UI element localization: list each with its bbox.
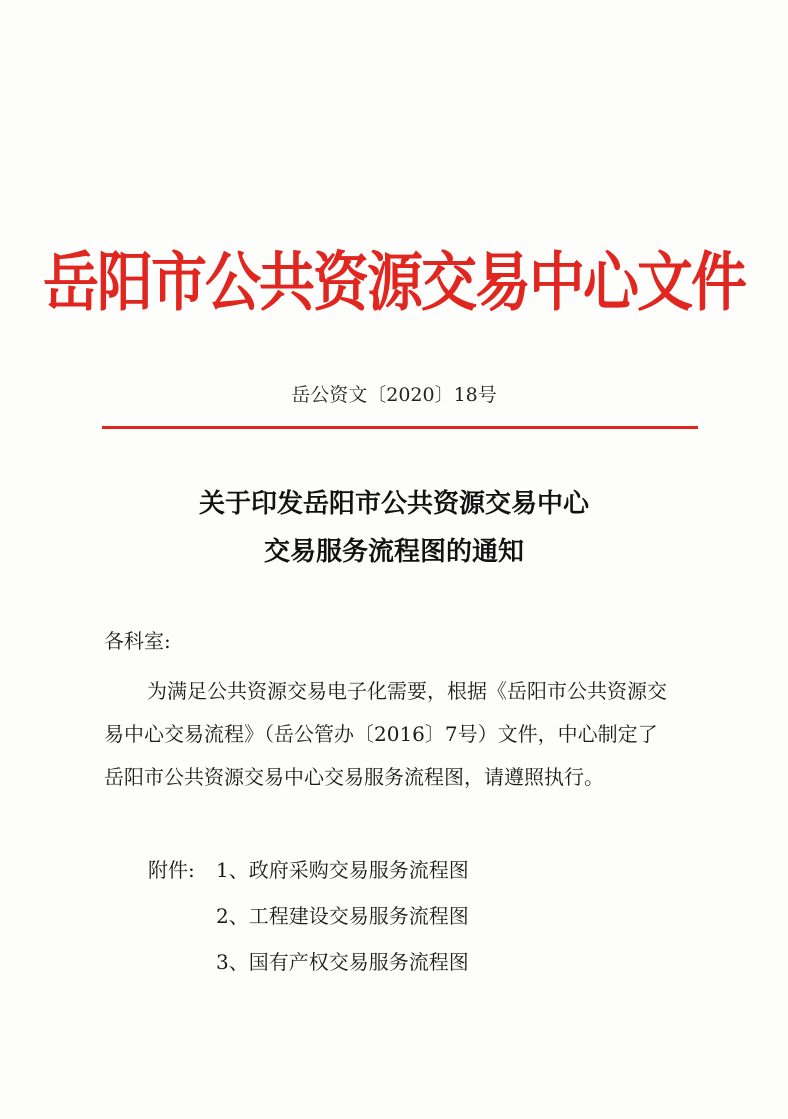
body-paragraph-line-3: 岳阳市公共资源交易中心交易服务流程图，请遵照执行。	[104, 765, 604, 789]
attachment-item: 1、政府采购交易服务流程图	[216, 858, 469, 882]
red-divider-line	[102, 426, 698, 429]
attachments-label: 附件:	[148, 858, 195, 882]
body-paragraph-line-2: 易中心交易流程》（岳公管办〔2016〕7号）文件，中心制定了	[104, 722, 658, 746]
masthead-title: 岳阳市公共资源交易中心文件	[43, 246, 745, 321]
attachment-item: 2、工程建设交易服务流程图	[216, 904, 469, 928]
attachment-item: 3、国有产权交易服务流程图	[216, 950, 469, 974]
notice-title-line-1: 关于印发岳阳市公共资源交易中心	[198, 489, 589, 519]
salutation: 各科室:	[104, 629, 171, 653]
document-number: 岳公资文〔2020〕18号	[291, 384, 497, 406]
notice-title-line-2: 交易服务流程图的通知	[263, 537, 524, 567]
body-paragraph-line-1: 为满足公共资源交易电子化需要，根据《岳阳市公共资源交	[147, 679, 667, 703]
